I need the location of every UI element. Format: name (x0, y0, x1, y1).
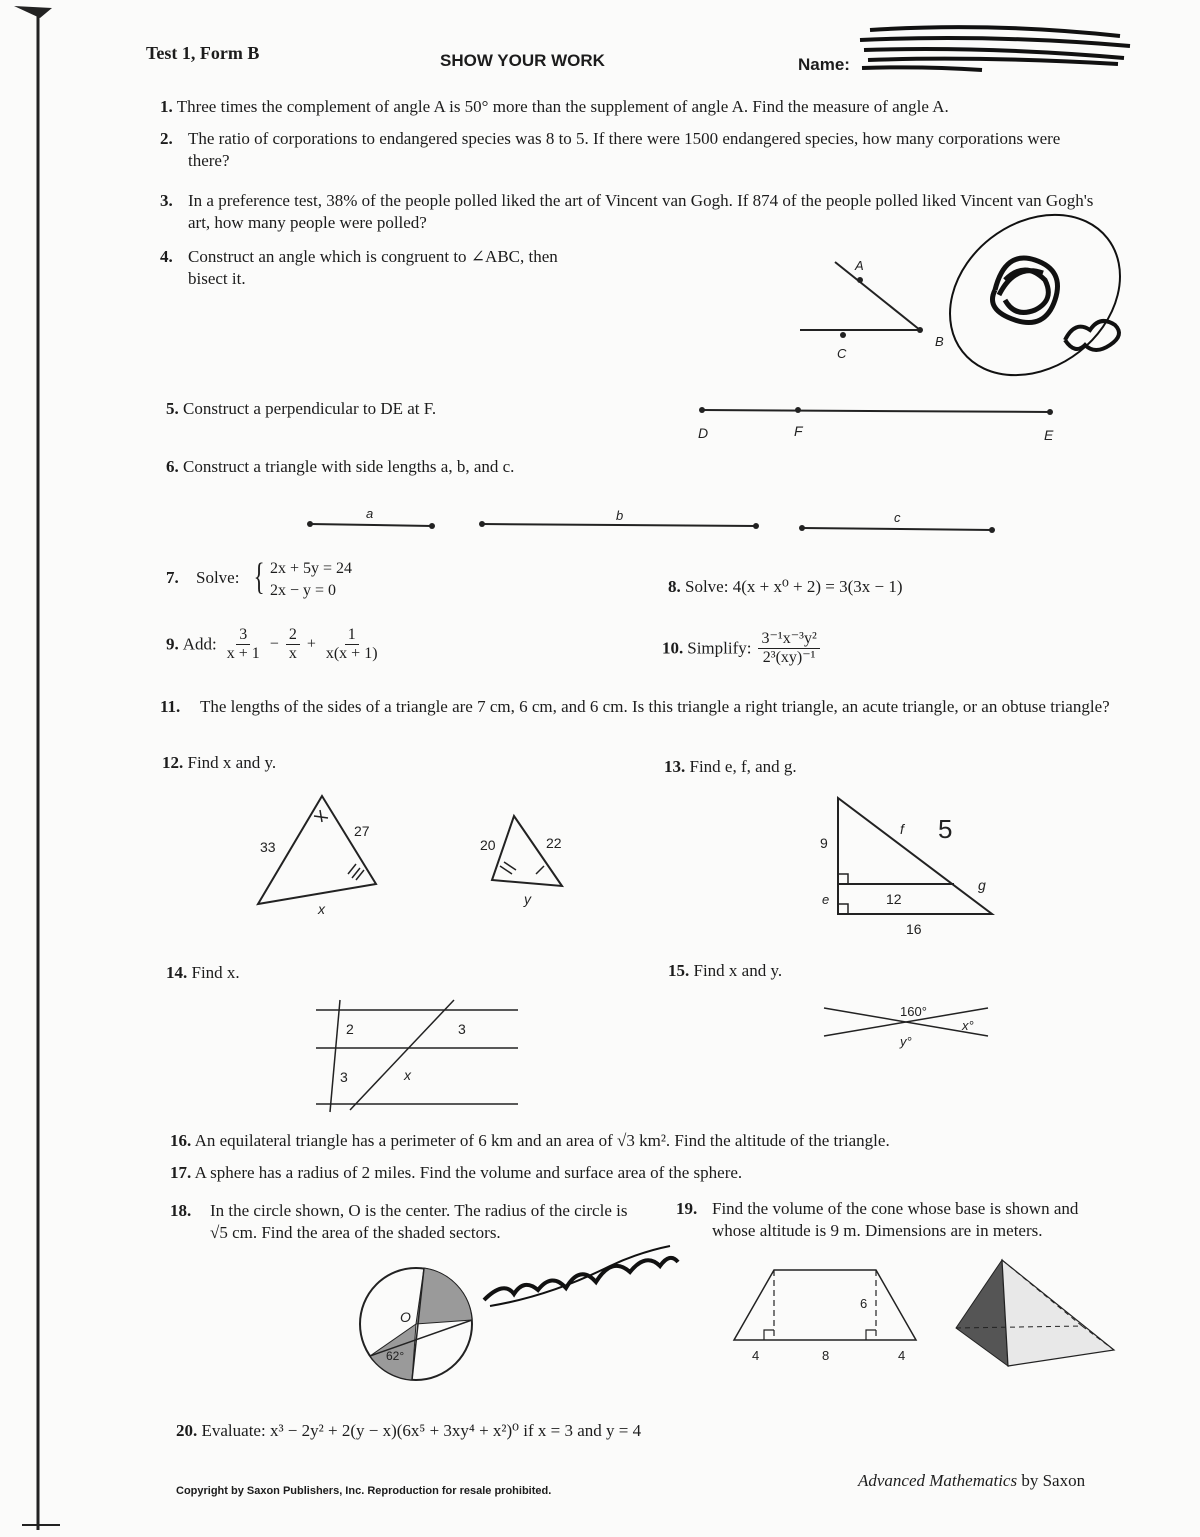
problem-number: 14. (166, 963, 188, 982)
right-base-label: 4 (898, 1348, 906, 1363)
scribble-18 (480, 1236, 680, 1316)
inner-base-label: 12 (886, 891, 902, 907)
problem-16 (170, 1130, 890, 1152)
denominator: x(x + 1) (325, 645, 378, 662)
problem-text: The ratio of corporations to endangered species was 8 to 5. If there were 1500 endangered species, how many corporations were there? (188, 129, 1061, 170)
equation: 4(x + x⁰ + 2) = 3(3x − 1) (732, 577, 903, 596)
problem-number: 3. (160, 191, 173, 210)
label-a: a (366, 506, 374, 521)
numerator: 3 (236, 626, 250, 645)
problem-8 (668, 576, 903, 598)
center-o-label: O (400, 1309, 411, 1325)
trapezoid-19-figure (726, 1262, 926, 1372)
angles-15-figure (816, 996, 996, 1056)
problem-number: 11. (160, 697, 181, 716)
tri-b-bottom-label: y (524, 891, 531, 907)
problem-number: 20. (176, 1421, 198, 1440)
angle-y-label: y° (900, 1034, 912, 1049)
problem-label: Simplify: (687, 638, 752, 658)
problem-number: 15. (668, 961, 690, 980)
system-brace: { (253, 556, 265, 598)
name-label: Name: (798, 55, 850, 74)
problem-number: 12. (162, 753, 184, 772)
fraction-2 (286, 626, 300, 663)
book-title: Advanced Mathematics (858, 1471, 1018, 1490)
numerator: 3⁻¹x⁻³y² (758, 630, 819, 649)
show-your-work-heading: SHOW YOUR WORK (440, 51, 605, 70)
problem-number: 10. (662, 638, 684, 658)
problem-17 (170, 1162, 742, 1184)
point-a (857, 277, 863, 283)
label-a: A (855, 258, 864, 273)
problem-number: 17. (170, 1163, 192, 1182)
segment-2-label: 2 (346, 1021, 354, 1037)
height-label: 6 (860, 1296, 868, 1311)
equation-2: 2x − y = 0 (270, 582, 337, 599)
e-label: e (822, 892, 830, 907)
copyright-notice: Copyright by Saxon Publishers, Inc. Reproduction for resale prohibited. (176, 1485, 552, 1497)
problem-text: Construct a perpendicular to DE at F. (183, 399, 437, 418)
tri-a-left-label: 33 (260, 839, 276, 855)
label-b: b (616, 508, 624, 523)
denominator: 2³(xy)⁻¹ (762, 649, 816, 666)
margin-binding-line (0, 0, 60, 1537)
base-label: 16 (906, 921, 922, 937)
problem-text: In the circle shown, O is the center. The radius of the circle is √5 cm. Find the area of the shaded sectors. (210, 1201, 628, 1242)
problem-number: 19. (676, 1199, 698, 1218)
segment-x-label: x (404, 1067, 411, 1083)
segment-de-figure (690, 398, 1070, 448)
problem-5 (166, 398, 436, 420)
problem-text: A sphere has a radius of 2 miles. Find the volume and surface area of the sphere. (194, 1163, 743, 1182)
angle-x-label: x° (962, 1018, 974, 1033)
problem-text: In a preference test, 38% of the people polled liked the art of Vincent van Gogh. If 874 of the people polled liked Vincent van Gogh's art, how many people were polled? (188, 191, 1094, 232)
problem-10 (662, 630, 823, 667)
fraction-1 (224, 626, 263, 663)
side-9-label: 9 (820, 835, 828, 851)
segments-abc-figure (300, 500, 1000, 540)
left-base-label: 4 (752, 1348, 760, 1363)
tri-a-bottom-label: x (318, 901, 325, 917)
denominator: x + 1 (226, 645, 260, 662)
problem-text: Construct an angle which is congruent to ∠ABC, then bisect it. (188, 247, 558, 288)
triangle-13-figure (810, 790, 1010, 940)
problem-label: Evaluate: (201, 1421, 266, 1440)
label-e: E (1044, 427, 1054, 443)
angle-62-label: 62° (386, 1349, 405, 1363)
problem-text: An equilateral triangle has a perimeter of 6 km and an area of √3 km². Find the altitude of the triangle. (194, 1131, 890, 1150)
problem-text: Find the volume of the cone whose base is shown and whose altitude is 9 m. Dimensions are in meters. (712, 1199, 1079, 1240)
expression: x³ − 2y² + 2(y − x)(6x⁵ + 3xy⁴ + x²)⁰ if x = 3 and y = 4 (269, 1421, 642, 1440)
problem-number: 18. (170, 1201, 192, 1220)
test-label: Test 1, Form B (146, 43, 260, 63)
mid-base-label: 8 (822, 1348, 830, 1363)
book-author: by Saxon (1021, 1471, 1086, 1490)
problem-number: 7. (166, 568, 179, 587)
f-label: f (900, 821, 904, 837)
label-d: D (698, 425, 709, 441)
tri-b-left-label: 20 (480, 837, 496, 853)
tri-a-right-label: 27 (354, 823, 370, 839)
problem-text: Find x and y. (693, 961, 783, 980)
problem-label: Solve: (685, 577, 729, 596)
circle-18-figure (356, 1260, 476, 1390)
numerator: 1 (345, 626, 359, 645)
problem-number: 6. (166, 457, 179, 476)
segment-3b-label: 3 (340, 1069, 348, 1085)
problem-text: Find x and y. (187, 753, 277, 772)
point-b (917, 327, 923, 333)
problem-text: Three times the complement of angle A is 50° more than the supplement of angle A. Find the measure of angle A. (176, 97, 949, 116)
problem-number: 5. (166, 399, 179, 418)
problem-12 (162, 752, 276, 774)
problem-text: Find x. (191, 963, 240, 982)
problem-9 (166, 626, 384, 663)
book-credit (858, 1470, 1085, 1492)
problem-20 (176, 1420, 641, 1442)
pyramid-19-figure (950, 1254, 1126, 1372)
label-f: F (794, 423, 803, 439)
problem-number: 2. (160, 129, 173, 148)
numerator: 2 (286, 626, 300, 645)
equation-1: 2x + 5y = 24 (270, 560, 353, 577)
segment-3-label: 3 (458, 1021, 466, 1037)
fraction (758, 630, 819, 667)
label-c: c (894, 510, 901, 525)
tri-b-right-label: 22 (546, 835, 562, 851)
problem-6 (166, 456, 514, 478)
problem-13 (664, 756, 797, 778)
problem-number: 4. (160, 247, 173, 266)
point-c (840, 332, 846, 338)
problem-text: Find e, f, and g. (689, 757, 797, 776)
problem-14 (166, 962, 240, 984)
fraction-3 (323, 626, 381, 663)
operator: − (269, 635, 279, 653)
parallel-lines-14-figure (310, 996, 530, 1116)
doodle-scribble (935, 200, 1145, 390)
problem-text: Construct a triangle with side lengths a, b, and c. (183, 457, 515, 476)
name-scribble (850, 18, 1140, 78)
problem-1 (160, 96, 949, 118)
triangles-12-figure (240, 780, 600, 920)
handwritten-note: 5 (938, 814, 953, 844)
problem-label: Add: (182, 634, 217, 654)
problem-number: 8. (668, 577, 681, 596)
g-label: g (978, 877, 986, 893)
problem-number: 1. (160, 97, 173, 116)
angle-160-label: 160° (900, 1004, 927, 1019)
problem-number: 9. (166, 634, 179, 654)
label-b: B (935, 334, 944, 349)
operator: + (306, 635, 316, 653)
problem-15 (668, 960, 782, 982)
problem-number: 16. (170, 1131, 192, 1150)
denominator: x (288, 645, 297, 662)
problem-label: Solve: (196, 568, 240, 587)
problem-text: The lengths of the sides of a triangle are 7 cm, 6 cm, and 6 cm. Is this triangle a right triangle, an acute triangle, or an obtuse triangle? (200, 697, 1110, 716)
problem-number: 13. (664, 757, 686, 776)
label-c: C (837, 346, 847, 361)
